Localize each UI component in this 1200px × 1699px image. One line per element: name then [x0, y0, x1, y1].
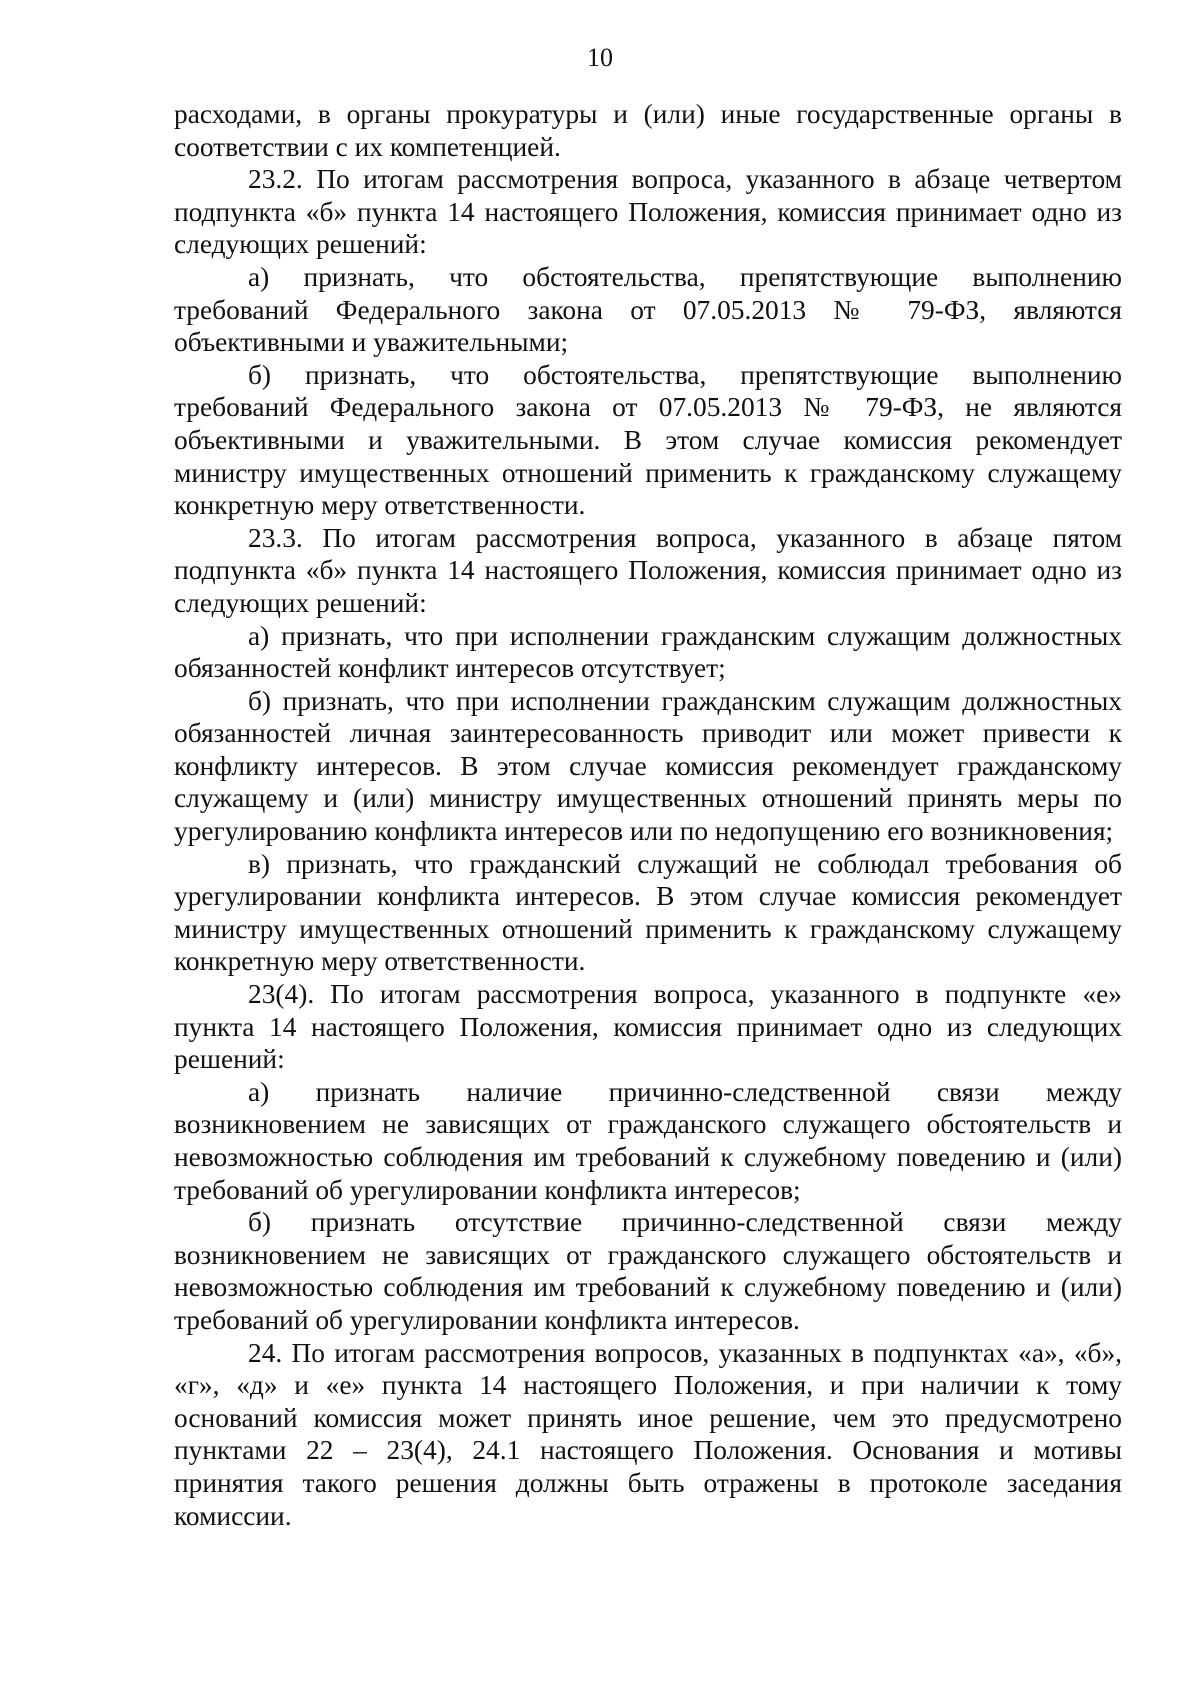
paragraph-23-4-b: б) признать отсутствие причинно-следственной связи между возникновением не зависящих от гражданского служащего обстоятельств и невозможностью соблюдения им требований к служебному поведению и (или) требований об урегулировании конфликта интересов.: [174, 1207, 1122, 1335]
paragraph-23-2-b: б) признать, что обстоятельства, препятствующие выполнению требований Федерального закона от 07.05.2013 № 79-ФЗ, не являются объективными и уважительными. В этом случае комиссия рекомендует министру имущественных отношений применить к гражданскому служащему конкретную меру ответственности.: [174, 359, 1122, 521]
document-body: [174, 98, 1122, 1532]
page-number: 10: [587, 43, 613, 72]
paragraph-24: 24. По итогам рассмотрения вопросов, указанных в подпунктах «а», «б», «г», «д» и «е» пункта 14 настоящего Положения, и при наличии к тому оснований комиссия может принять иное решение, чем это предусмотрено пунктами 22 – 23(4), 24.1 настоящего Положения. Основания и мотивы принятия такого решения должны быть отражены в протоколе заседания комиссии.: [174, 1337, 1122, 1531]
paragraph-23-4: 23(4). По итогам рассмотрения вопроса, указанного в подпункте «е» пункта 14 настоящего Положения, комиссия принимает одно из следующих решений:: [174, 979, 1122, 1075]
paragraph-23-3-b: б) признать, что при исполнении гражданским служащим должностных обязанностей личная заинтересованность приводит или может привести к конфликту интересов. В этом случае комиссия рекомендует гражданскому служащему и (или) министру имущественных отношений принять меры по урегулированию конфликта интересов или по недопущению его возникновения;: [174, 685, 1122, 847]
paragraph-23-4-a: а) признать наличие причинно-следственной связи между возникновением не зависящих от гражданского служащего обстоятельств и невозможностью соблюдения им требований к служебному поведению и (или) требований об урегулировании конфликта интересов;: [174, 1076, 1122, 1205]
paragraph-23-3-a: а) признать, что при исполнении гражданским служащим должностных обязанностей конфликт интересов отсутствует;: [174, 620, 1122, 684]
paragraph-23-3: 23.3. По итогам рассмотрения вопроса, указанного в абзаце пятом подпункта «б» пункта 14 настоящего Положения, комиссия принимает одно из следующих решений:: [174, 522, 1122, 618]
paragraph-23-2-a: а) признать, что обстоятельства, препятствующие выполнению требований Федерального закона от 07.05.2013 № 79-ФЗ, являются объективными и уважительными;: [174, 261, 1122, 358]
paragraph-23-2: 23.2. По итогам рассмотрения вопроса, указанного в абзаце четвертом подпункта «б» пункта 14 настоящего Положения, комиссия принимает одно из следующих решений:: [174, 164, 1122, 260]
paragraph-continuation: расходами, в органы прокуратуры и (или) иные государственные органы в соответствии с их компетенцией.: [174, 99, 1122, 162]
paragraph-23-3-v: в) признать, что гражданский служащий не соблюдал требования об урегулировании конфликта интересов. В этом случае комиссия рекомендует министру имущественных отношений применить к гражданскому служащему конкретную меру ответственности.: [174, 848, 1122, 977]
